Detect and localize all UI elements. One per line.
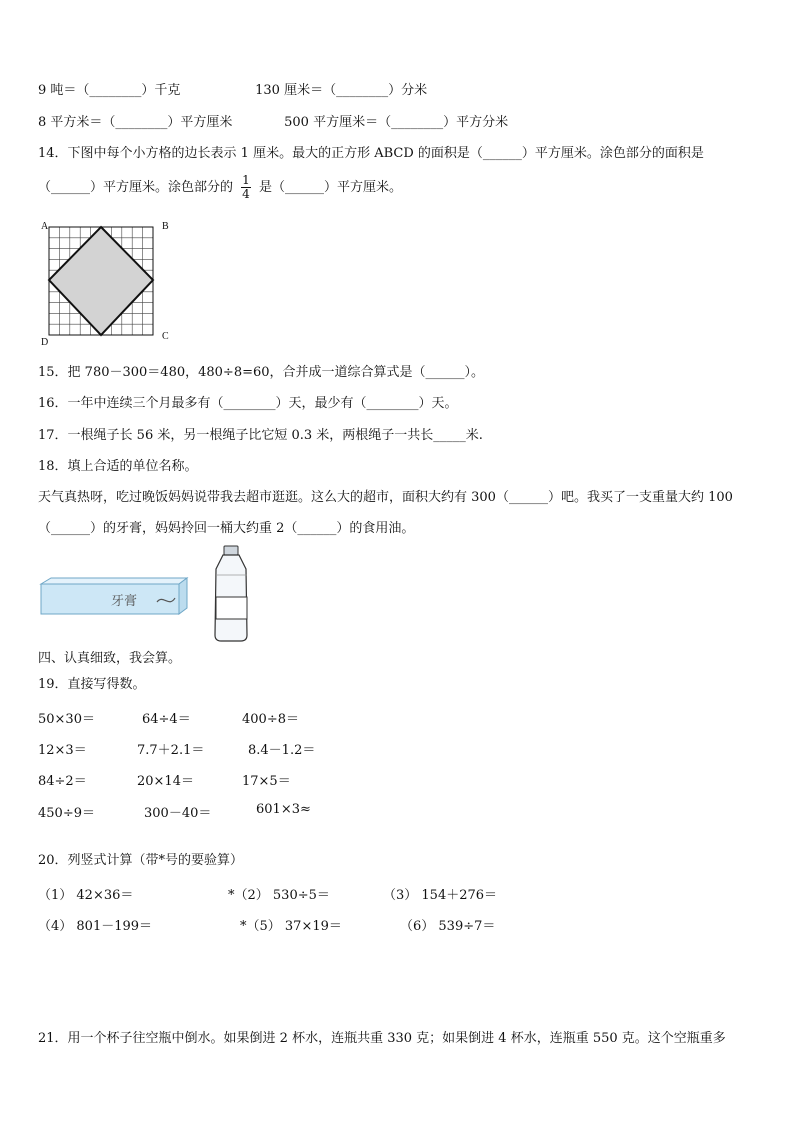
vertical-calc-item: （6） 539÷7＝ bbox=[400, 919, 496, 934]
corner-label-c: C bbox=[162, 331, 169, 342]
calc-item: 8.4－1.2＝ bbox=[248, 743, 316, 758]
fraction-one-quarter bbox=[241, 174, 251, 201]
question-21: 21．用一个杯子往空瓶中倒水。如果倒进 2 杯水，连瓶共重 330 克；如果倒进 4 杯水，连瓶重 550 克。这个空瓶重多 bbox=[38, 1031, 726, 1046]
calc-item: 7.7＋2.1＝ bbox=[137, 743, 205, 758]
unit-conversion-row-2 bbox=[38, 115, 508, 131]
calc-item: 450÷9＝ bbox=[38, 806, 95, 821]
calc-item: 64÷4＝ bbox=[142, 712, 191, 727]
corner-label-a: A bbox=[41, 221, 49, 232]
fraction-numerator: 1 bbox=[242, 173, 250, 187]
toothpaste-label: 牙膏 bbox=[111, 594, 138, 609]
oil-bottle bbox=[211, 545, 251, 643]
conversion-sqcm: 500 平方厘米＝（________）平方分米 bbox=[284, 115, 509, 130]
q14-line2-prefix: （______）平方厘米。涂色部分的 bbox=[38, 180, 234, 195]
fraction-denominator: 4 bbox=[242, 187, 250, 201]
vertical-calc-item: （1） 42×36＝ bbox=[38, 888, 134, 903]
vertical-calc-item: （4） 801－199＝ bbox=[38, 919, 153, 934]
shaded-diamond bbox=[49, 227, 153, 335]
corner-label-b: B bbox=[162, 221, 169, 232]
corner-label-d: D bbox=[41, 337, 49, 348]
conversion-sqm: 8 平方米＝（________）平方厘米 bbox=[38, 115, 233, 130]
calc-item: 400÷8＝ bbox=[242, 712, 299, 727]
section-4-title: 四、认真细致，我会算。 bbox=[38, 651, 182, 666]
question-17: 17．一根绳子长 56 米，另一根绳子比它短 0.3 米，两根绳子一共长_____米. bbox=[38, 428, 483, 443]
question-18-line-2: （______）的牙膏，妈妈拎回一桶大约重 2（______）的食用油。 bbox=[38, 521, 415, 536]
conversion-ton: 9 吨＝（________）千克 bbox=[38, 83, 181, 98]
question-14-line-1: 14．下图中每个小方格的边长表示 1 厘米。最大的正方形 ABCD 的面积是（______）平方厘米。涂色部分的面积是 bbox=[38, 146, 704, 161]
calc-item: 601×3≈ bbox=[256, 802, 311, 817]
vertical-calc-item: （3） 154＋276＝ bbox=[383, 888, 498, 903]
question-14-line-2 bbox=[38, 174, 402, 201]
question-18-line-1: 天气真热呀，吃过晚饭妈妈说带我去超市逛逛。这么大的超市，面积大约有 300（______）吧。我买了一支重量大约 100 bbox=[38, 490, 733, 505]
calc-item: 12×3＝ bbox=[38, 743, 87, 758]
question-16: 16．一年中连续三个月最多有（________）天，最少有（________）天。 bbox=[38, 396, 458, 411]
vertical-calc-item: *（2） 530÷5＝ bbox=[228, 888, 330, 903]
calc-item: 17×5＝ bbox=[242, 774, 291, 789]
conversion-cm: 130 厘米＝（________）分米 bbox=[255, 83, 428, 98]
q14-line2-suffix: 是（______）平方厘米。 bbox=[258, 180, 402, 195]
calc-item: 50×30＝ bbox=[38, 712, 95, 727]
oil-bottle-svg bbox=[211, 545, 251, 643]
calc-item: 300－40＝ bbox=[144, 806, 212, 821]
unit-conversion-row-1 bbox=[38, 83, 427, 99]
calc-item: 20×14＝ bbox=[137, 774, 194, 789]
square-grid-figure bbox=[38, 222, 164, 346]
calc-item: 84÷2＝ bbox=[38, 774, 87, 789]
question-15: 15．把 780－300＝480，480÷8=60，合并成一道综合算式是（______）。 bbox=[38, 365, 485, 380]
toothpaste-box bbox=[39, 576, 189, 616]
question-19-title: 19．直接写得数。 bbox=[38, 677, 146, 692]
grid-svg bbox=[38, 222, 164, 342]
question-18-title: 18．填上合适的单位名称。 bbox=[38, 459, 198, 474]
vertical-calc-item: *（5） 37×19＝ bbox=[240, 919, 342, 934]
question-20-title: 20．列竖式计算（带*号的要验算） bbox=[38, 853, 244, 868]
